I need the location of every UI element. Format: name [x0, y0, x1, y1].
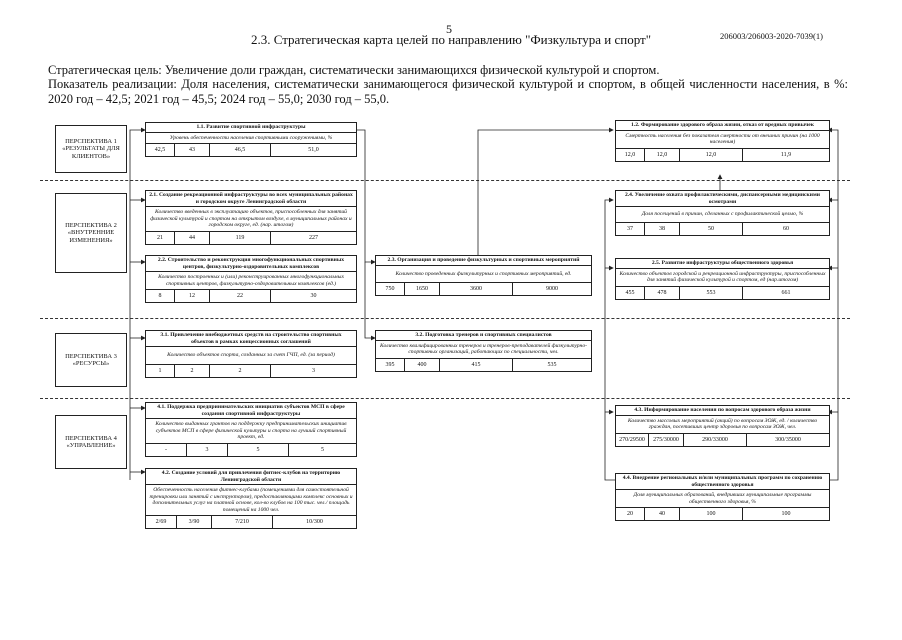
goal-box-4-4 [615, 473, 830, 521]
value-2020: 42,5 [146, 144, 175, 156]
box-description: Количество квалифицированных тренеров и тренеров-преподавателей физкультурно-спортивных организаций, работающих по специальности, чел. [376, 341, 591, 359]
value-2020: 750 [376, 283, 405, 295]
value-2030: 300/35000 [775, 436, 801, 443]
goal-box-1-2 [615, 120, 830, 162]
box-values [616, 149, 829, 161]
goal-box-3-1 [145, 330, 357, 378]
value-2024: 3600 [440, 283, 513, 295]
value-2030: 9000 [546, 286, 558, 292]
perspective-3: ПЕРСПЕКТИВА 3 «РЕСУРСЫ» [55, 333, 127, 387]
value-2024: 7/210 [212, 516, 273, 528]
box-title: 1.1. Развитие спортивной инфраструктуры [146, 123, 356, 133]
box-values [616, 223, 829, 235]
value-2024: 119 [210, 232, 271, 244]
box-description: Доля посещений в причин, сделанных с профилактической целью, % [616, 207, 829, 223]
value-2021: 12,0 [645, 149, 680, 161]
value-2030: 51,0 [308, 147, 319, 153]
value-2024: 100 [680, 508, 743, 520]
value-2024: 415 [440, 359, 513, 371]
box-title: 2.5. Развитие инфраструктуры общественного здоровья [616, 259, 829, 269]
value-2020: 395 [376, 359, 405, 371]
box-values [616, 434, 829, 446]
value-2024: 553 [680, 287, 743, 299]
box-description: Уровень обеспеченности населения спортивными сооружениями, % [146, 133, 356, 145]
box-description: Доля муниципальных образований, внедривших муниципальные программы общественного здоровья, % [616, 490, 829, 508]
value-2021: 3 [187, 444, 228, 456]
value-2030: 661 [781, 289, 791, 296]
box-title: 2.2. Строительство и реконструкция многофункциональных спортивных центров, физкультурно-оздоровительных комплексов [146, 256, 356, 272]
box-title: 2.4. Увеличение охвата профилактическими, диспансерными медицинскими осмотрами [616, 191, 829, 207]
value-2024: 5 [228, 444, 289, 456]
value-2024: 46,5 [210, 144, 271, 156]
value-2021: 2 [175, 365, 210, 377]
box-title: 1.2. Формирование здорового образа жизни, отказ от вредных привычек [616, 121, 829, 131]
value-2020: 37 [616, 223, 645, 235]
box-values [146, 144, 356, 156]
box-description: Количество построенных и (или) реконструированных многофункциональных спортивных центров, физкультурно-оздоровительных комплексов (ед.) [146, 272, 356, 290]
value-2024: 2 [210, 365, 271, 377]
box-description: Количество массовых мероприятий (акций) по вопросам ЗОЖ, ед. / количество граждан, посетивших центр здоровья по вопросам ЗОЖ, чел. [616, 416, 829, 434]
value-2030: 100 [781, 511, 791, 517]
value-2020: 21 [146, 232, 175, 244]
goal-box-2-2 [145, 255, 357, 303]
value-2021: 43 [175, 144, 210, 156]
value-2030: 60 [783, 225, 789, 232]
box-values [376, 283, 591, 295]
goal-box-4-3 [615, 405, 830, 447]
perspective-2: ПЕРСПЕКТИВА 2 «ВНУТРЕННИЕ ИЗМЕНЕНИЯ» [55, 193, 127, 273]
value-2030: 10/300 [306, 519, 323, 525]
value-2020: - [146, 444, 187, 456]
value-2020: 270/29500 [616, 434, 649, 446]
value-2021: 12 [175, 290, 210, 302]
value-2020: 12,0 [616, 149, 645, 161]
value-2020: 20 [616, 508, 645, 520]
value-2021: 400 [405, 359, 440, 371]
box-description: Обеспеченность населения фитнес-клубами (помещениями для самостоятельной тренировки или занятий с инструктором), предоставляющими комплекс основных и дополнительных услуг на платной основе, кол-во клубов на 100 тыс. чел./ площадь помещений на 1000 чел. [146, 485, 356, 516]
value-2021: 275/30000 [649, 434, 684, 446]
page-title: 2.3. Стратегическая карта целей по направлению "Физкультура и спорт" [250, 32, 652, 47]
box-title: 4.1. Поддержка предпринимательских инициатив субъектов МСП в сфере создания спортивной инфраструктуры [146, 403, 356, 419]
box-values [146, 516, 356, 528]
goal-box-4-2 [145, 468, 357, 529]
box-description: Смертность населения без показателя смертности от внешних причин (на 1000 населения) [616, 131, 829, 149]
box-title: 4.4. Внедрение региональных и/или муниципальных программ по сохранению общественного здоровья [616, 474, 829, 490]
box-title: 4.3. Информирование населения по вопросам здорового образа жизни [616, 406, 829, 416]
goal-box-2-4 [615, 190, 830, 236]
goal-box-2-3 [375, 255, 592, 296]
box-description: Количество объектов спорта, созданных за счет ГЧП, ед. (за период) [146, 347, 356, 365]
box-description: Количество проведенных физкультурных и спортивных мероприятий, ед. [376, 266, 591, 284]
value-2020: 1 [146, 365, 175, 377]
value-2024: 12,0 [680, 149, 743, 161]
goal-box-4-1 [145, 402, 357, 457]
value-2021: 478 [645, 287, 680, 299]
goal-box-2-1 [145, 190, 357, 245]
perspective-1: ПЕРСПЕКТИВА 1 «РЕЗУЛЬТАТЫ ДЛЯ КЛИЕНТОВ» [55, 125, 127, 173]
box-title: 4.2. Создание условий для привлечения фитнес-клубов на территорию Ленинградской области [146, 469, 356, 485]
box-values [616, 287, 829, 299]
value-2030: 535 [547, 361, 557, 368]
box-values [146, 232, 356, 244]
value-2030: 5 [321, 446, 324, 453]
box-title: 3.2. Подготовка тренеров и спортивных специалистов [376, 331, 591, 341]
value-2021: 44 [175, 232, 210, 244]
box-description: Количество объектов городской и рекреационной инфраструктуры, приспособленных для занятий физической культурой и спортом, ед (нар.итогом) [616, 269, 829, 287]
value-2030: 227 [309, 234, 318, 241]
box-title: 2.1. Создание рекреационной инфраструктуры во всех муниципальных районах и городском округе Ленинградской области [146, 191, 356, 207]
value-2020: 455 [616, 287, 645, 299]
value-2030: 30 [310, 293, 317, 299]
perspective-4: ПЕРСПЕКТИВА 4 «УПРАВЛЕНИЕ» [55, 415, 127, 469]
goal-box-2-5 [615, 258, 830, 300]
box-values [146, 365, 356, 377]
value-2021: 38 [645, 223, 680, 235]
value-2021: 1650 [405, 283, 440, 295]
goal-box-1-1 [145, 122, 357, 157]
box-title: 3.1. Привлечение внебюджетных средств на строительство спортивных объектов в рамках концессионных соглашений [146, 331, 356, 347]
box-title: 2.3. Организация и проведение физкультурных и спортивных мероприятий [376, 256, 591, 266]
indicator-text: Показатель реализации: Доля населения, систематически занимающегося физической культурой и спортом, в общей численности населения, в %: 2020 год – 42,5; 2021 год – 45,5; 2024 год – 55,0; 2030 год – 55,0. [48, 77, 848, 106]
value-2021: 3/90 [177, 516, 212, 528]
value-2030: 3 [312, 367, 315, 374]
box-values [616, 508, 829, 520]
value-2020: 2/69 [146, 516, 177, 528]
value-2024: 22 [210, 290, 271, 302]
box-description: Количество введенных в эксплуатацию объектов, приспособленных для занятий физической культурой и спортом на открытом воздухе, в муниципальных районах и городском округе, ед. (нар. итогом) [146, 207, 356, 232]
value-2030: 11,9 [780, 151, 792, 158]
box-description: Количество выданных грантов на поддержку предпринимательских инициатив субъектов МСП в сфере физической культуры и спорта на лучший спортивный проект, ед. [146, 419, 356, 444]
box-values [146, 290, 356, 302]
value-2024: 50 [680, 223, 743, 235]
box-values [146, 444, 356, 456]
box-values [376, 359, 591, 371]
value-2024: 290/33000 [684, 434, 747, 446]
value-2020: 8 [146, 290, 175, 302]
strategic-goal: Стратегическая цель: Увеличение доли граждан, систематически занимающихся физической культурой и спортом. [48, 63, 660, 77]
document-id: 206003/206003-2020-7039(1) [720, 31, 823, 41]
goal-box-3-2 [375, 330, 592, 372]
page-number: 5 [446, 22, 452, 36]
value-2021: 40 [645, 508, 680, 520]
